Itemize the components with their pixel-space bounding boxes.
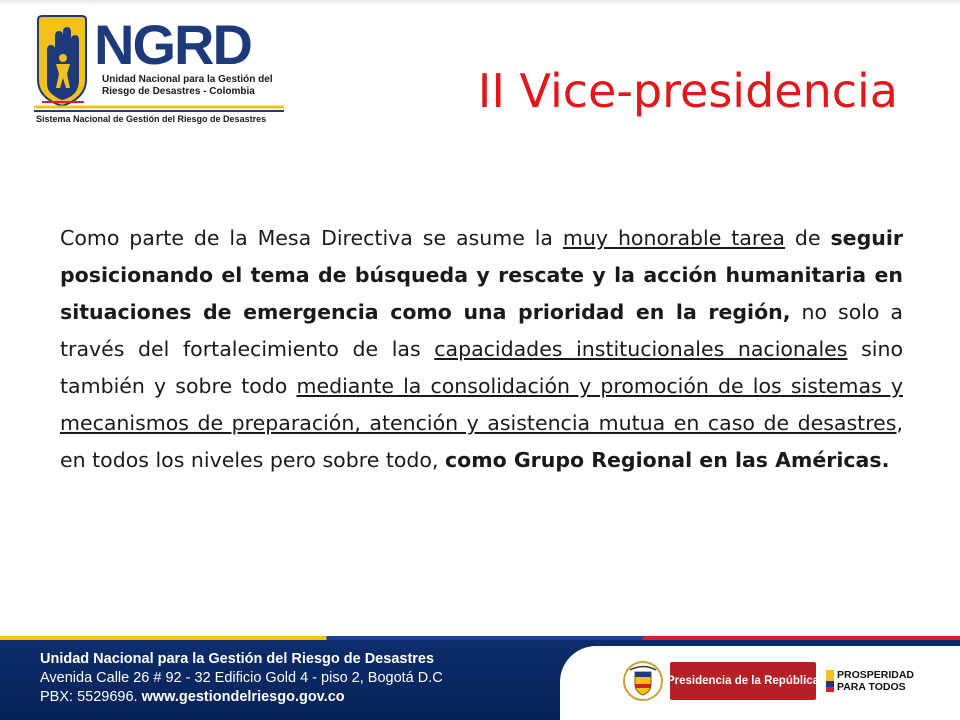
prosperidad-line-1: PROSPERIDAD bbox=[837, 669, 915, 681]
ngrd-logo bbox=[30, 14, 288, 126]
colombia-shield-icon bbox=[622, 660, 664, 702]
footer-phone: PBX: 5529696. bbox=[40, 689, 138, 705]
body-segment-underline: muy honorable tarea bbox=[562, 226, 785, 250]
footer-color-stripe bbox=[0, 636, 960, 640]
prosperidad-flag-icon bbox=[826, 670, 834, 692]
body-segment-normal: de bbox=[785, 226, 831, 250]
footer-contact bbox=[40, 650, 443, 707]
body-segment-normal: no solo a través del fortalecimiento de las bbox=[60, 300, 903, 361]
top-shadow bbox=[0, 0, 960, 6]
body-segment-underline: capacidades institucionales nacionales bbox=[434, 337, 848, 361]
body-segment-normal: , en todos los niveles pero sobre todo, bbox=[60, 411, 903, 472]
logo-acronym: NGRD bbox=[94, 14, 251, 76]
body-segment-bold: como Grupo Regional en las Américas. bbox=[445, 448, 890, 472]
presidencia-logo: Presidencia de la República bbox=[670, 662, 816, 700]
ngrd-hand-logo-icon bbox=[38, 16, 86, 106]
slide-title: II Vice-presidencia bbox=[477, 64, 898, 118]
logo-subtitle-2: Riesgo de Desastres - Colombia bbox=[102, 86, 255, 97]
logo-subtitle-1: Unidad Nacional para la Gestión del bbox=[102, 74, 273, 85]
body-segment-bold: seguir posicionando el tema de búsqueda y rescate y la acción humanitaria en situaciones de emergencia como una prioridad en la región, bbox=[60, 226, 903, 324]
footer-website-link[interactable]: www.gestiondelriesgo.gov.co bbox=[141, 689, 345, 705]
body-paragraph bbox=[60, 220, 903, 479]
footer-org-name: Unidad Nacional para la Gestión del Riesgo de Desastres bbox=[40, 651, 435, 667]
footer-address: Avenida Calle 26 # 92 - 32 Edificio Gold 4 - piso 2, Bogotá D.C bbox=[40, 670, 443, 686]
logo-system-name: Sistema Nacional de Gestión del Riesgo de Desastres bbox=[36, 114, 267, 124]
body-segment-underline: mediante la consolidación y promoción de los sistemas y mecanismos de preparación, atención y asistencia mutua en caso de desastres bbox=[60, 374, 904, 435]
body-segment-normal: Como parte de la Mesa Directiva se asume la bbox=[60, 226, 563, 250]
prosperidad-logo bbox=[837, 669, 914, 693]
body-segment-normal: sino también y sobre todo bbox=[60, 337, 903, 398]
prosperidad-line-2: PARA TODOS bbox=[837, 681, 906, 693]
footer-contact-line bbox=[40, 688, 443, 707]
